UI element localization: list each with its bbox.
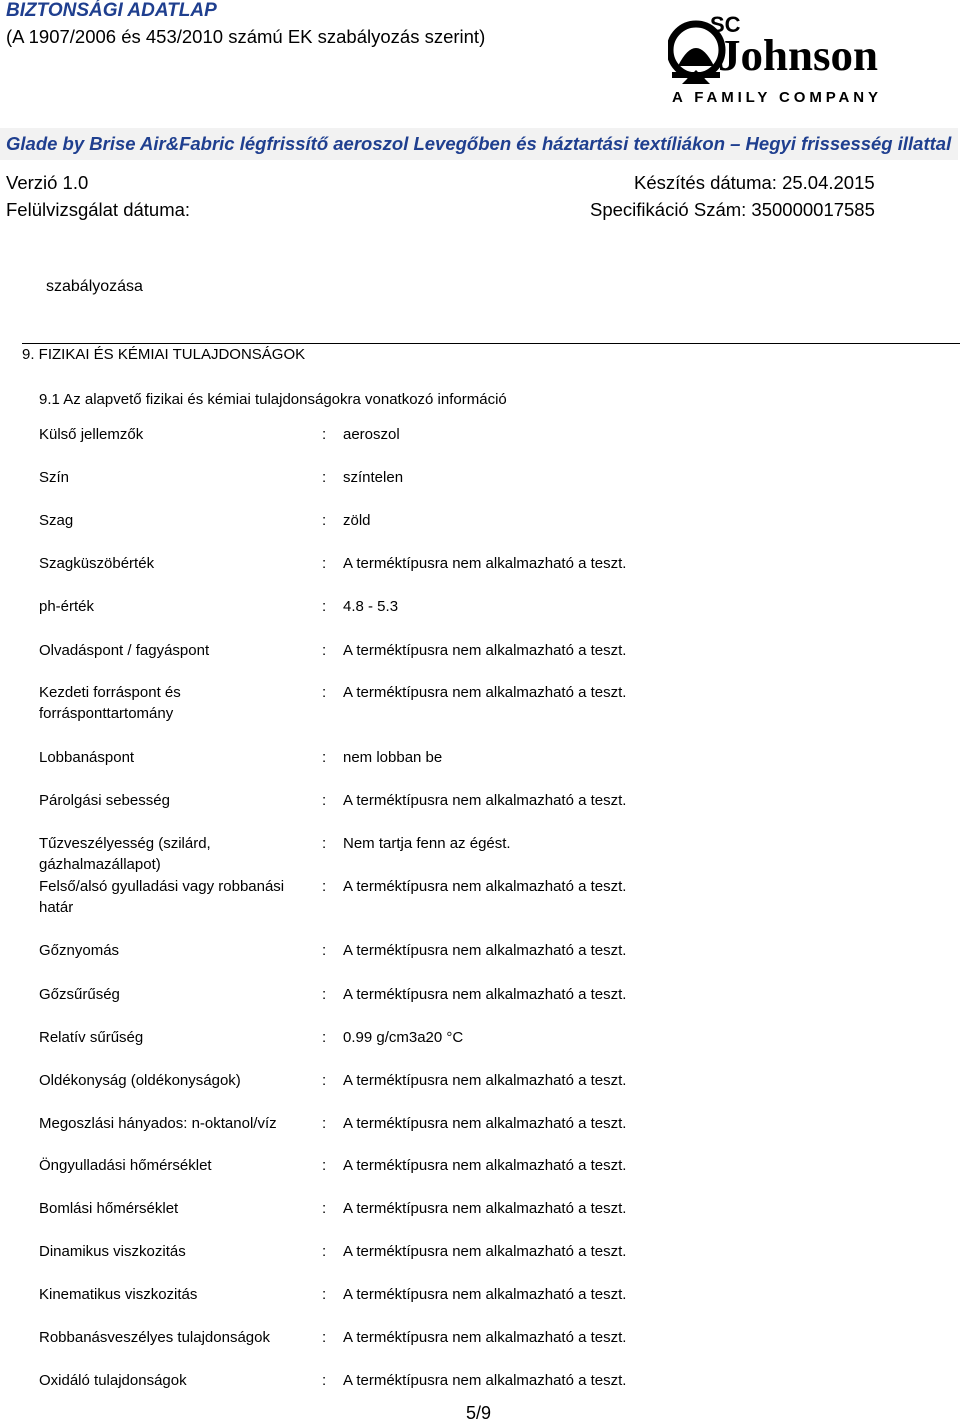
property-value: A terméktípusra nem alkalmazható a teszt.: [343, 1372, 627, 1389]
property-label: Szag: [39, 512, 74, 529]
property-label: Oldékonyság (oldékonyságok): [39, 1072, 241, 1089]
sc-johnson-logo: [668, 8, 880, 106]
property-colon: :: [322, 426, 327, 443]
continuation-text: szabályozása: [46, 278, 143, 295]
property-colon: :: [322, 749, 327, 766]
property-colon: :: [322, 512, 327, 529]
property-value: A terméktípusra nem alkalmazható a teszt.: [343, 1072, 627, 1089]
property-label: Robbanásveszélyes tulajdonságok: [39, 1329, 270, 1346]
property-value: A terméktípusra nem alkalmazható a teszt.: [343, 1286, 627, 1303]
property-label: Öngyulladási hőmérséklet: [39, 1157, 212, 1174]
product-title: Glade by Brise Air&Fabric légfrissítő aeroszol Levegőben és háztartási textíliákon – Hegyi frissesség illattal: [6, 133, 952, 154]
property-label: Megoszlási hányados: n-oktanol/víz: [39, 1115, 277, 1132]
property-label: Kinematikus viszkozitás: [39, 1286, 198, 1303]
property-label: Oxidáló tulajdonságok: [39, 1372, 187, 1389]
property-value: Nem tartja fenn az égést.: [343, 835, 511, 852]
property-colon: :: [322, 1372, 327, 1389]
specification-number: Specifikáció Szám: 350000017585: [590, 199, 875, 220]
property-colon: :: [322, 642, 327, 659]
property-label: Szín: [39, 469, 70, 486]
property-value: A terméktípusra nem alkalmazható a teszt.: [343, 684, 627, 701]
property-colon: :: [322, 1157, 327, 1174]
property-colon: :: [322, 835, 327, 852]
property-value: A terméktípusra nem alkalmazható a teszt.: [343, 1243, 627, 1260]
document-title: BIZTONSÁGI ADATLAP: [6, 0, 217, 21]
property-label: Szagküszöbérték: [39, 555, 155, 572]
subsection-title: 9.1 Az alapvető fizikai és kémiai tulajdonságokra vonatkozó információ: [39, 391, 507, 408]
logo-tagline: A FAMILY COMPANY: [672, 89, 878, 106]
property-label: Kezdeti forráspont és forrásponttartomány: [39, 684, 181, 722]
property-value: 4.8 - 5.3: [343, 598, 399, 615]
property-colon: :: [322, 1115, 327, 1132]
section-divider: [22, 343, 960, 344]
property-value: A terméktípusra nem alkalmazható a teszt.: [343, 942, 627, 959]
property-value: A terméktípusra nem alkalmazható a teszt.: [343, 642, 627, 659]
creation-date: Készítés dátuma: 25.04.2015: [634, 172, 875, 193]
page-number: 5/9: [466, 1403, 492, 1423]
property-value: A terméktípusra nem alkalmazható a teszt.: [343, 555, 627, 572]
property-colon: :: [322, 1200, 327, 1217]
property-colon: :: [322, 878, 327, 895]
logo-brand-sc: SC: [710, 12, 741, 37]
property-value: 0.99 g/cm3a20 °C: [343, 1029, 464, 1046]
property-label: Lobbanáspont: [39, 749, 135, 766]
property-value: A terméktípusra nem alkalmazható a teszt.: [343, 986, 627, 1003]
section-title: 9. FIZIKAI ÉS KÉMIAI TULAJDONSÁGOK: [22, 346, 306, 363]
property-colon: :: [322, 792, 327, 809]
property-label: Párolgási sebesség: [39, 792, 170, 809]
property-label: Külső jellemzők: [39, 426, 144, 443]
property-label: Bomlási hőmérséklet: [39, 1200, 179, 1217]
property-colon: :: [322, 1286, 327, 1303]
property-colon: :: [322, 1243, 327, 1260]
property-value: A terméktípusra nem alkalmazható a teszt.: [343, 878, 627, 895]
property-colon: :: [322, 1329, 327, 1346]
property-colon: :: [322, 1072, 327, 1089]
property-colon: :: [322, 1029, 327, 1046]
property-value: A terméktípusra nem alkalmazható a teszt.: [343, 1115, 627, 1132]
property-value: zöld: [343, 512, 371, 529]
property-value: A terméktípusra nem alkalmazható a teszt.: [343, 1200, 627, 1217]
property-colon: :: [322, 555, 327, 572]
property-label: ph-érték: [39, 598, 95, 615]
property-label: Tűzveszélyesség (szilárd, gázhalmazállapot): [39, 835, 211, 873]
property-colon: :: [322, 942, 327, 959]
property-label: Olvadáspont / fagyáspont: [39, 642, 210, 659]
property-colon: :: [322, 469, 327, 486]
property-value: A terméktípusra nem alkalmazható a teszt.: [343, 1329, 627, 1346]
property-value: színtelen: [343, 469, 404, 486]
property-label: Gőznyomás: [39, 942, 120, 959]
property-value: A terméktípusra nem alkalmazható a teszt.: [343, 1157, 627, 1174]
property-colon: :: [322, 598, 327, 615]
property-label: Gőzsűrűség: [39, 986, 120, 1003]
property-value: aeroszol: [343, 426, 400, 443]
version-label: Verzió 1.0: [6, 172, 89, 193]
property-colon: :: [322, 684, 327, 701]
property-label: Felső/alsó gyulladási vagy robbanási határ: [39, 878, 285, 916]
property-label: Relatív sűrűség: [39, 1029, 144, 1046]
logo-brand-name: Johnson: [718, 31, 878, 80]
review-date-label: Felülvizsgálat dátuma:: [6, 199, 191, 220]
property-value: A terméktípusra nem alkalmazható a teszt.: [343, 792, 627, 809]
property-colon: :: [322, 986, 327, 1003]
document-subtitle: (A 1907/2006 és 453/2010 számú EK szabályozás szerint): [6, 26, 486, 47]
property-label: Dinamikus viszkozitás: [39, 1243, 186, 1260]
property-value: nem lobban be: [343, 749, 443, 766]
